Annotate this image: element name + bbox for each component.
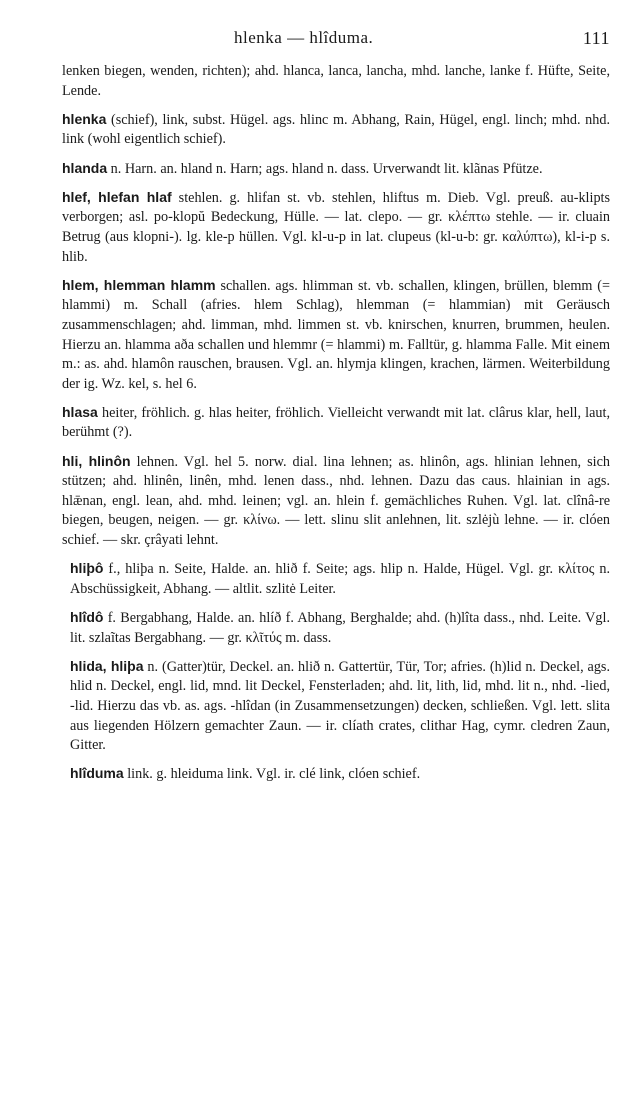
entry-text: heiter, fröhlich. g. hlas heiter, fröhlich. Vielleicht verwandt mit lat. clârus klar, hell, laut, berühmt (?). <box>62 404 610 441</box>
entry-lemma: hli, hlinôn <box>62 452 131 469</box>
entry-lemma: hlem, hlemman hlamm <box>62 276 216 293</box>
entry-lemma: hlida, hliþa <box>70 657 144 674</box>
entry-lemma: hlasa <box>62 403 98 420</box>
entry-continuation <box>62 62 610 101</box>
entry-hlido <box>70 608 610 648</box>
entry-text: n. (Gatter)tür, Deckel. an. hlið n. Gattertür, Tür, Tor; afries. (h)lid n. Deckel, ags. hlid n. Deckel, engl. lid, mnd. lit Deckel, Fensterladen; ahd. lit, lith, lid, mhd. lit n., nhd. -lied, -lid. Hierzu das vb. as. ags. -hlîdan (in Zusammensetzungen) decken, schließen. Vgl. lett. slita aus liegenden Hölzern gemachter Zaun. — ir. clíath crates, clithar Hag, cymr. cledren Zaun, Gitter. <box>70 658 610 754</box>
entry-text: n. Harn. an. hland n. Harn; ags. hland n. dass. Urverwandt lit. klãnas Pfütze. <box>107 160 543 177</box>
entry-hlef <box>62 188 610 267</box>
entry-hli <box>62 452 610 551</box>
entry-hlida <box>70 657 610 756</box>
entry-text: lehnen. Vgl. hel 5. norw. dial. lina lehnen; as. hlinôn, ags. hlinian lehnen, sich stützen; ahd. hlinên, linên, mhd. lenen dass., nhd. lehnen. Dazu das caus. hlainian in ags. hlǣnan, engl. lean, ahd. mhd. leinen; vgl. an. hlein f. gemächliches Ruhen. Vgl. lat. clînâ-re biegen, beugen, neigen. — gr. κλίνω. — lett. slinu slit anlehnen, lit. szlėjù lehne. — ir. clóen schief. — skr. çrâyati lehnt. <box>62 453 610 549</box>
entry-hlasa <box>62 403 610 443</box>
entry-text: link. g. hleiduma link. Vgl. ir. clé link, clóen schief. <box>123 766 421 783</box>
running-title: hlenka — hlîduma. <box>234 28 374 47</box>
entry-text: f., hliþa n. Seite, Halde. an. hlið f. Seite; ags. hlip n. Halde, Hügel. Vgl. gr. κλίτος n. Abschüssigkeit, Abhang. — altlit. szlitė Leiter. <box>70 561 610 597</box>
entry-lemma: hlenka <box>62 110 107 127</box>
entry-text: (schief), link, subst. Hügel. ags. hlinc m. Abhang, Rain, Hügel, engl. linch; mhd. nhd. link (wohl eigentlich schief). <box>62 111 610 148</box>
page-number: 111 <box>582 28 610 48</box>
dictionary-body <box>62 62 610 794</box>
entry-text: stehlen. g. hlifan st. vb. stehlen, hliftus m. Dieb. Vgl. preuß. au-klipts verborgen; asl. po-klopŭ Bedeckung, Hülle. — lat. clepo. — gr. κλέπτω stehle. — ir. cluain Betrug (aus klopni-). lg. kle-p hüllen. Vgl. kl-u-p in lat. clupeus (kl-u-b: gr. καλύπτω), kl-i-p s. hlib. <box>62 189 610 265</box>
entry-lemma: hlef, hlefan hlaf <box>62 188 172 205</box>
entry-hlem <box>62 276 610 395</box>
entry-lemma: hlîdô <box>70 609 104 625</box>
entry-hlitho <box>70 559 610 599</box>
entry-hliduma <box>70 764 610 785</box>
page-header <box>30 28 610 52</box>
entry-text: f. Bergabhang, Halde. an. hlíð f. Abhang, Berghalde; ahd. (h)lîta dass., nhd. Leite. Vgl. lit. szlaĩtas Bergabhang. — gr. κλῖτύς m. dass. <box>70 610 610 646</box>
entry-hlanda <box>62 159 610 180</box>
entry-lemma: hliþô <box>70 560 104 577</box>
entry-text: lenken biegen, wenden, richten); ahd. hlanca, lanca, lancha, mhd. lanche, lanke f. Hüfte, Seite, Lende. <box>62 63 610 99</box>
entry-hlenka <box>62 110 610 150</box>
entry-lemma: hlîduma <box>70 765 124 782</box>
entry-lemma: hlanda <box>62 159 108 176</box>
entry-text: schallen. ags. hlimman st. vb. schallen, klingen, brüllen, blemm (= hlammi) m. Schall (afries. hlem Schlag), hlemman (= hlammian) mit Geräusch zusammenschlagen; ahd. limman, mhd. limmen st. vb. knirschen, knurren, brummen, heulen. Hierzu an. hlamma aða schallen und hlemmr (= hlammi) m. Falltür, g. hlamma Falle. Mit einem m.: as. ahd. hlamôn rauschen, brausen. Vgl. an. hlymja klingen, krachen, lärmen. Weiterbildung der ig. Wz. kel, s. hel 6. <box>62 277 610 392</box>
